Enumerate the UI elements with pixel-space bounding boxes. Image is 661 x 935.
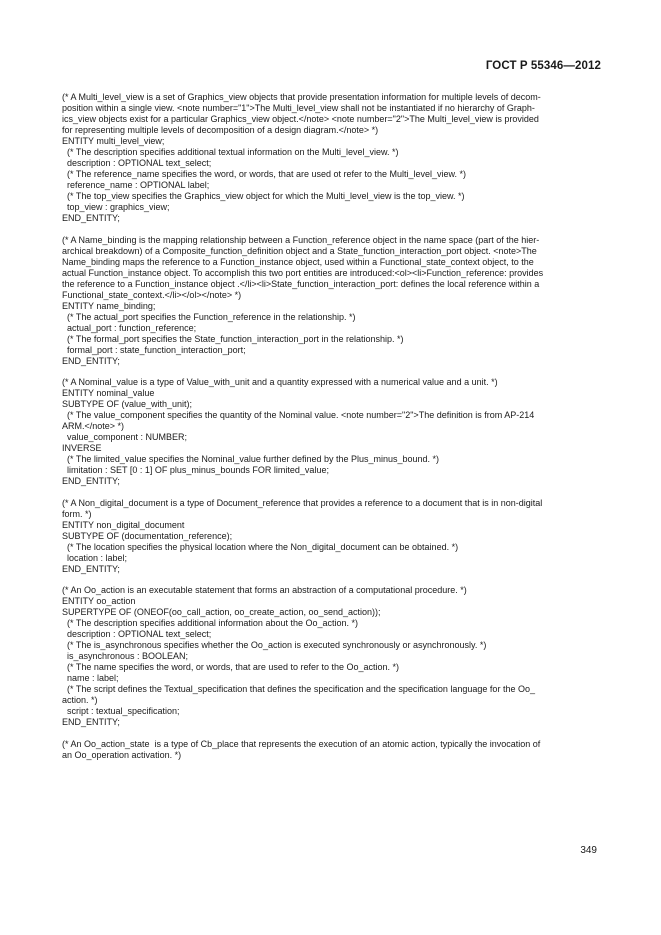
- text-line: END_ENTITY;: [62, 476, 120, 486]
- text-line: name : label;: [62, 673, 119, 683]
- express-definition-block: [62, 585, 602, 728]
- text-line: END_ENTITY;: [62, 213, 120, 223]
- text-line: END_ENTITY;: [62, 355, 120, 366]
- document-standard-header: ГОСТ Р 55346—2012: [485, 60, 601, 72]
- text-line: for representing multiple levels of decomposition of a design diagram.</note> *): [62, 125, 379, 135]
- express-definition-block: [62, 739, 602, 761]
- text-line: top_view : graphics_view;: [62, 202, 170, 212]
- text-line: ENTITY name_binding;: [62, 300, 156, 311]
- text-line: (* The limited_value specifies the Nominal_value further defined by the Plus_minus_bound. *): [62, 454, 440, 464]
- text-line: (* The actual_port specifies the Function_reference in the relationship. *): [62, 311, 356, 322]
- text-line: ENTITY nominal_value: [62, 388, 155, 398]
- express-definition-block: [62, 235, 602, 367]
- text-line: END_ENTITY;: [62, 563, 120, 574]
- text-line: archical breakdown) of a Composite_function_definition object and a State_function_interaction_port object. <note>The: [62, 245, 537, 256]
- text-line: actual_port : function_reference;: [62, 322, 197, 333]
- text-line: description : OPTIONAL text_select;: [62, 158, 212, 168]
- text-line: action. *): [62, 695, 98, 705]
- text-line: the reference to a Function_instance object .</li><li>State_function_interaction_port: defines the local reference within a: [62, 278, 540, 289]
- text-line: Functional_state_context.</li></ol></note> *): [62, 289, 242, 300]
- document-body: [62, 92, 602, 771]
- text-line: (* An Oo_action_state is a type of Cb_place that represents the execution of an atomic action, typically the invocation of: [62, 738, 541, 749]
- text-line: ENTITY multi_level_view;: [62, 136, 165, 146]
- text-line: form. *): [62, 508, 92, 519]
- text-line: SUBTYPE OF (documentation_reference);: [62, 530, 233, 541]
- text-line: (* A Nominal_value is a type of Value_with_unit and a quantity expressed with a numerical value and a unit. *): [62, 377, 498, 387]
- text-line: ics_view objects exist for a particular Graphics_view object.</note> <note number="2">The Multi_level_view is provided: [62, 114, 539, 124]
- page-number: 349: [580, 845, 597, 856]
- text-line: (* The is_asynchronous specifies whether the Oo_action is executed synchronously or asynchronously. *): [62, 640, 487, 650]
- text-line: formal_port : state_function_interaction_port;: [62, 344, 246, 355]
- text-line: description : OPTIONAL text_select;: [62, 629, 212, 639]
- text-line: (* The formal_port specifies the State_function_interaction_port in the relationship. *): [62, 333, 404, 344]
- text-line: INVERSE: [62, 443, 102, 453]
- text-line: END_ENTITY;: [62, 717, 120, 727]
- text-line: SUBTYPE OF (value_with_unit);: [62, 399, 193, 409]
- text-line: location : label;: [62, 552, 128, 563]
- text-line: (* The description specifies additional textual information on the Multi_level_view. *): [62, 147, 399, 157]
- text-line: ARM.</note> *): [62, 421, 125, 431]
- text-line: limitation : SET [0 : 1] OF plus_minus_bounds FOR limited_value;: [62, 465, 329, 475]
- text-line: (* A Non_digital_document is a type of Document_reference that provides a reference to a document that is in non-digital: [62, 497, 543, 508]
- text-line: (* The script defines the Textual_specification that defines the specification and the specification language for the Oo_: [62, 684, 535, 694]
- text-line: (* A Multi_level_view is a set of Graphics_view objects that provide presentation information for multiple levels of decom-: [62, 92, 541, 102]
- text-line: Name_binding maps the reference to a Function_instance object, used within a Functional_state_context object, to the: [62, 256, 534, 267]
- express-definition-block: [62, 377, 602, 487]
- text-line: (* The description specifies additional information about the Oo_action. *): [62, 618, 359, 628]
- text-line: an Oo_operation activation. *): [62, 749, 182, 760]
- text-line: script : textual_specification;: [62, 706, 180, 716]
- text-line: actual Function_instance object. To accomplish this two port entities are introduced:<ol><li>Function_reference: provides: [62, 267, 544, 278]
- text-line: ENTITY oo_action: [62, 596, 136, 606]
- text-line: (* The value_component specifies the quantity of the Nominal value. <note number="2">The definition is from AP-214: [62, 410, 535, 420]
- text-line: ENTITY non_digital_document: [62, 519, 185, 530]
- text-line: (* The top_view specifies the Graphics_view object for which the Multi_level_view is the top_view. *): [62, 191, 465, 201]
- text-line: (* A Name_binding is the mapping relationship between a Function_reference object in the name space (part of the hier-: [62, 234, 540, 245]
- text-line: (* An Oo_action is an executable statement that forms an abstraction of a computational procedure. *): [62, 585, 467, 595]
- text-line: (* The reference_name specifies the word, or words, that are used ot refer to the Multi_level_view. *): [62, 169, 467, 179]
- text-line: (* The name specifies the word, or words, that are used to refer to the Oo_action. *): [62, 662, 400, 672]
- text-line: is_asynchronous : BOOLEAN;: [62, 651, 189, 661]
- express-definition-block: [62, 498, 602, 575]
- express-definition-block: [62, 92, 602, 224]
- text-line: value_component : NUMBER;: [62, 432, 188, 442]
- text-line: (* The location specifies the physical location where the Non_digital_document can be obtained. *): [62, 541, 459, 552]
- text-line: SUPERTYPE OF (ONEOF(oo_call_action, oo_create_action, oo_send_action));: [62, 607, 381, 617]
- text-line: reference_name : OPTIONAL label;: [62, 180, 210, 190]
- text-line: position within a single view. <note number="1">The Multi_level_view shall not be instantiated if no hierarchy of Graph-: [62, 103, 535, 113]
